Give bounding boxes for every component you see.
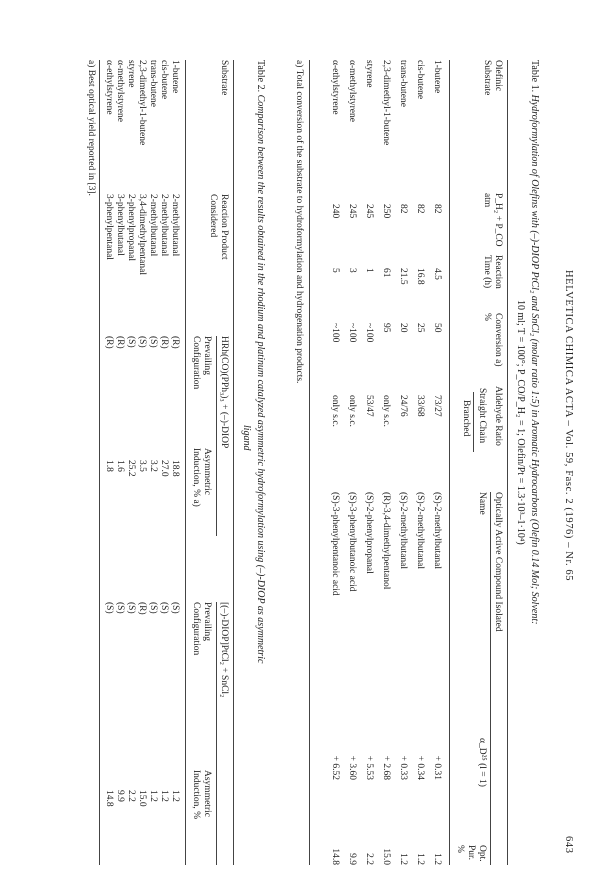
t1-cell-name: (S)-3-phenylbutanoic acid	[347, 492, 357, 592]
t1-cell-pressure: 250	[381, 204, 391, 219]
t1-cell-rotation: + 0.34	[415, 755, 425, 780]
t1-cell-purity: 2.2	[364, 853, 374, 865]
t2-cell-rh-induction: 25.2	[126, 460, 136, 477]
t1-cell-rotation: + 3.60	[347, 755, 357, 780]
t1-cell-name: (S)-2-methylbutanal	[432, 492, 442, 570]
t2-cell-pt-induction: 15.0	[137, 790, 147, 807]
t1-cell-time: 61	[381, 268, 391, 278]
table1-caption	[529, 60, 540, 624]
t1-cell-substrate: styrene	[364, 60, 374, 88]
t1-cell-conversion: ~100	[364, 323, 374, 343]
journal-header: HELVETICA CHIMICA ACTA – Vol. 59, Fasc. 2 (1976) – Nr. 65	[563, 270, 574, 582]
t2-cell-product: 2-methylbutanal	[170, 194, 180, 257]
t2-cell-rh-configuration: (R)	[159, 336, 169, 349]
t1-cell-conversion: 50	[432, 323, 442, 333]
t2-cell-product: 3-phenylbutanal	[115, 194, 125, 256]
table2-header-rule	[185, 60, 186, 865]
t1-cell-rotation: + 2.68	[381, 755, 391, 780]
t1-cell-conversion: ~100	[347, 323, 357, 343]
t1-cell-name: (S)-3-phenylpentanoic acid	[330, 492, 340, 596]
t1-cell-time: 1	[364, 268, 374, 273]
t1-header-pressure: P_H₂ + P_CO atm	[482, 193, 503, 247]
t2-rh-sub-rule	[216, 336, 217, 536]
t1-cell-purity: 9.9	[347, 853, 357, 865]
t2-cell-pt-configuration: (S)	[159, 602, 169, 614]
t1-cell-ratio: 33/68	[415, 395, 425, 417]
t1-cell-rotation: + 0.31	[432, 755, 442, 780]
t1-cell-pressure: 82	[398, 204, 408, 214]
t1-header-branched: Branched	[461, 400, 471, 437]
t1-header-aldehyde-ratio: Aldehyde Ratio	[493, 386, 503, 446]
t1-header-name: Name	[477, 492, 487, 515]
table2-caption-ligand: ligand	[241, 425, 252, 451]
t1-cell-pressure: 82	[415, 204, 425, 214]
table2-footnote: a) Best optical yield reported in [3].	[86, 60, 96, 196]
t1-cell-ratio: only s.c.	[330, 395, 340, 427]
table1-footnote: a) Total conversion of the substrate to hydroformylation and hydrogenation products.	[294, 60, 304, 384]
t2-cell-substrate: α-methylstyrene	[115, 60, 125, 122]
t1-cell-time: 5	[330, 268, 340, 273]
t2-cell-substrate: 1-butene	[170, 60, 180, 94]
t2-cell-pt-configuration: (R)	[137, 602, 147, 615]
t1-cell-purity: 1.2	[415, 853, 425, 865]
t1-cell-substrate: 2,3-dimethyl-1-butene	[381, 60, 391, 146]
t1-cell-conversion: 95	[381, 323, 391, 333]
t2-header-product: Reaction Product Considered	[208, 194, 229, 260]
t2-cell-rh-configuration: (R)	[170, 336, 180, 349]
t2-cell-pt-configuration: (S)	[148, 602, 158, 614]
t1-cell-pressure: 245	[347, 204, 357, 219]
t2-header-rh-catalyst: HRh(CO)(PPh₃)₃ + (–)-DIOP	[219, 336, 229, 449]
t2-cell-substrate: cis-butene	[159, 60, 169, 100]
table1-caption-conditions: 10 ml; T = 100°; P_CO/P_H₂ = 1; Olefin/Pt = 1.3·10³–1·10⁴)	[515, 300, 526, 545]
t1-cell-purity: 15.0	[381, 848, 391, 865]
t1-cell-pressure: 245	[364, 204, 374, 219]
t2-cell-product: 2-phenylpropanal	[126, 194, 136, 262]
table2-caption	[255, 60, 266, 663]
t2-cell-pt-induction: 1.2	[170, 790, 180, 802]
t1-header-conversion: Conversion a) %	[482, 313, 503, 367]
t2-header-rh-configuration: Prevailing Configuration	[191, 336, 212, 390]
t1-cell-substrate: trans-butene	[398, 60, 408, 107]
t2-header-pt-catalyst: [(–)-DIOP]PtCl₂ + SnCl₂	[219, 602, 229, 698]
t2-cell-pt-induction: 1.2	[148, 790, 158, 802]
t1-cell-time: 16.8	[415, 268, 425, 285]
t1-cell-name: (S)-2-methylbutanal	[415, 492, 425, 570]
table2-top-rule	[233, 60, 234, 865]
t2-cell-substrate: styrene	[126, 60, 136, 88]
t1-cell-ratio: only s.c.	[381, 395, 391, 427]
table1-top-rule	[507, 60, 508, 865]
t1-cell-time: 21.5	[398, 268, 408, 285]
t1-cell-rotation: + 6.52	[330, 755, 340, 780]
t2-cell-rh-configuration: (S)	[126, 336, 136, 348]
table2-caption-text: Comparison between the results obtained in the rhodium and platinum catalyzed asymmetric hydroformylation using (–)-DIOP as asymmetric	[255, 94, 266, 664]
t2-cell-product: 3,4-dimethylpentanal	[137, 194, 147, 275]
t2-cell-rh-induction: 18.8	[170, 460, 180, 477]
t2-cell-pt-configuration: (S)	[126, 602, 136, 614]
t2-cell-pt-induction: 14.8	[104, 790, 114, 807]
t1-cell-ratio: 24/76	[398, 395, 408, 417]
t2-header-pt-induction: Asymmetric Induction, %	[191, 770, 212, 820]
t1-cell-name: (S)-2-phenylpropanal	[364, 492, 374, 574]
t1-header-time: Reaction Time (h)	[482, 255, 503, 289]
table1-header-rule	[449, 60, 450, 865]
t2-cell-rh-induction: 1.6	[115, 460, 125, 472]
t2-cell-pt-induction: 1.2	[159, 790, 169, 802]
t1-header-sub-rule	[490, 492, 491, 865]
t2-cell-substrate: trans-butene	[148, 60, 158, 107]
t2-cell-pt-induction: 9.9	[115, 790, 125, 802]
t1-cell-conversion: ~100	[330, 323, 340, 343]
t1-cell-purity: 1.2	[432, 853, 442, 865]
t1-cell-purity: 1.2	[398, 853, 408, 865]
t1-cell-substrate: 1-butene	[432, 60, 442, 94]
t2-cell-rh-configuration: (R)	[104, 336, 114, 349]
table1-caption-text: Hydroformylation of Olefins with (–)-DIOP PtCl₂ and SnCl₂ (molar ratio 1:5) in Aromatic Hydrocarbons (Olefin 0.14 Mol; Solvent:	[529, 94, 540, 625]
t2-cell-pt-induction: 2.2	[126, 790, 136, 802]
t1-header-rotation: α_D²⁵ (l = 1)	[477, 738, 487, 787]
t1-cell-pressure: 240	[330, 204, 340, 219]
t2-cell-substrate: α-ethylstyrene	[104, 60, 114, 115]
t2-header-substrate: Substrate	[219, 60, 229, 96]
t1-cell-name: (S)-2-methylbutanal	[398, 492, 408, 570]
table2-caption-label: Table 2.	[255, 60, 266, 93]
t1-cell-name: (R)-3,4-dimethylpentanol	[381, 492, 391, 590]
page-number: 643	[563, 836, 574, 854]
t2-cell-rh-configuration: (S)	[148, 336, 158, 348]
t2-cell-pt-configuration: (S)	[104, 602, 114, 614]
table1-bottom-rule	[309, 60, 310, 865]
t1-header-optical-purity: Opt. Pur. %	[455, 845, 487, 862]
t2-cell-rh-induction: 1.8	[104, 460, 114, 472]
t2-cell-product: 2-methylbutanal	[148, 194, 158, 257]
table2-bottom-rule	[99, 60, 100, 865]
t2-cell-pt-configuration: (S)	[170, 602, 180, 614]
t1-cell-ratio: only s.c.	[347, 395, 357, 427]
t2-cell-rh-induction: 3.5	[137, 460, 147, 472]
t1-header-substrate: Olefinic Substrate	[482, 60, 503, 96]
t1-cell-ratio: 73/27	[432, 395, 442, 417]
t2-cell-rh-configuration: (S)	[137, 336, 147, 348]
t1-header-optically-active: Optically Active Compound Isolated	[493, 492, 503, 632]
t1-header-straight-chain: Straight Chain	[477, 388, 487, 444]
t2-header-rh-induction: Asymmetric Induction, % a)	[191, 448, 212, 507]
t1-cell-conversion: 20	[398, 323, 408, 333]
t1-cell-substrate: cis-butene	[415, 60, 425, 100]
t1-cell-conversion: 25	[415, 323, 425, 333]
t2-pt-sub-rule	[216, 602, 217, 865]
t1-cell-pressure: 82	[432, 204, 442, 214]
t1-cell-rotation: + 0.33	[398, 755, 408, 780]
t1-cell-substrate: α-ethylstyrene	[330, 60, 340, 115]
t1-ratio-fraction-rule	[473, 392, 474, 452]
t2-cell-rh-induction: 3.2	[148, 460, 158, 472]
t2-cell-rh-induction: 27.0	[159, 460, 169, 477]
t2-cell-product: 3-phenylpentanal	[104, 194, 114, 260]
t2-cell-rh-configuration: (R)	[115, 336, 125, 349]
t2-cell-pt-configuration: (S)	[115, 602, 125, 614]
t1-cell-purity: 14.8	[330, 848, 340, 865]
t1-cell-ratio: 53/47	[364, 395, 374, 417]
table1-caption-label: Table 1.	[529, 60, 540, 93]
t1-cell-rotation: + 5.53	[364, 755, 374, 780]
t2-cell-substrate: 2,3-dimethyl-1-butene	[137, 60, 147, 146]
t2-cell-product: 2-methylbutanal	[159, 194, 169, 257]
t1-cell-time: 3	[347, 268, 357, 273]
t1-cell-time: 4.5	[432, 268, 442, 280]
t2-header-pt-configuration: Prevailing Configuration	[191, 602, 212, 656]
t1-cell-substrate: α-methylstyrene	[347, 60, 357, 122]
